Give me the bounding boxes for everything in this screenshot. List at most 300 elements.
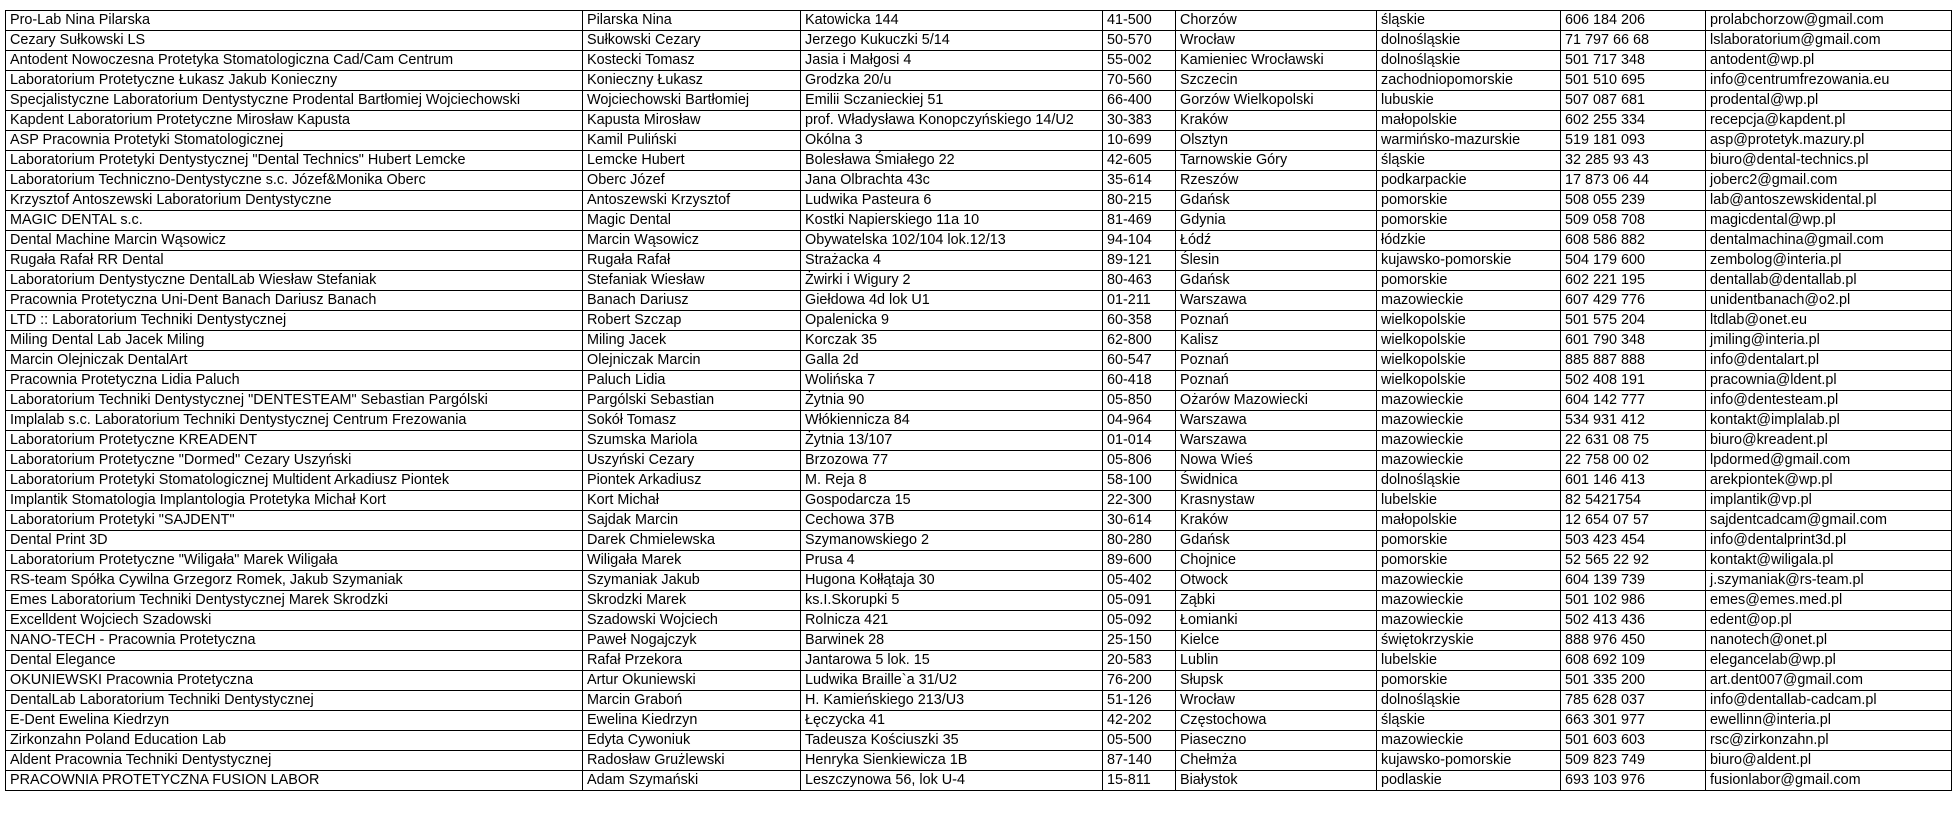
street-address-cell: Żytnia 13/107 bbox=[801, 431, 1103, 451]
email-cell: elegancelab@wp.pl bbox=[1706, 651, 1952, 671]
street-address-cell: Ludwika Braille`a 31/U2 bbox=[801, 671, 1103, 691]
phone-cell: 606 184 206 bbox=[1561, 11, 1706, 31]
lab-name-cell: Specjalistyczne Laboratorium Dentystyczne Prodental Bartłomiej Wojciechowski bbox=[6, 91, 583, 111]
email-cell: info@dentalprint3d.pl bbox=[1706, 531, 1952, 551]
street-address-cell: Rolnicza 421 bbox=[801, 611, 1103, 631]
email-cell: dentalmachina@gmail.com bbox=[1706, 231, 1952, 251]
city-cell: Ślesin bbox=[1176, 251, 1377, 271]
phone-cell: 501 510 695 bbox=[1561, 71, 1706, 91]
street-address-cell: ks.I.Skorupki 5 bbox=[801, 591, 1103, 611]
city-cell: Poznań bbox=[1176, 371, 1377, 391]
postal-code-cell: 70-560 bbox=[1103, 71, 1176, 91]
lab-name-cell: Pro-Lab Nina Pilarska bbox=[6, 11, 583, 31]
email-cell: biuro@dental-technics.pl bbox=[1706, 151, 1952, 171]
city-cell: Łódź bbox=[1176, 231, 1377, 251]
email-cell: j.szymaniak@rs-team.pl bbox=[1706, 571, 1952, 591]
lab-name-cell: Laboratorium Protetyki Dentystycznej "Dental Technics" Hubert Lemcke bbox=[6, 151, 583, 171]
voivodeship-cell: łódzkie bbox=[1377, 231, 1561, 251]
phone-cell: 509 058 708 bbox=[1561, 211, 1706, 231]
city-cell: Poznań bbox=[1176, 351, 1377, 371]
table-row bbox=[6, 11, 1952, 31]
phone-cell: 885 887 888 bbox=[1561, 351, 1706, 371]
phone-cell: 17 873 06 44 bbox=[1561, 171, 1706, 191]
contact-person-cell: Rugała Rafał bbox=[583, 251, 801, 271]
voivodeship-cell: śląskie bbox=[1377, 711, 1561, 731]
contact-person-cell: Sułkowski Cezary bbox=[583, 31, 801, 51]
email-cell: magicdental@wp.pl bbox=[1706, 211, 1952, 231]
lab-name-cell: Cezary Sułkowski LS bbox=[6, 31, 583, 51]
contact-person-cell: Konieczny Łukasz bbox=[583, 71, 801, 91]
city-cell: Ząbki bbox=[1176, 591, 1377, 611]
postal-code-cell: 05-500 bbox=[1103, 731, 1176, 751]
city-cell: Kraków bbox=[1176, 111, 1377, 131]
contact-person-cell: Olejniczak Marcin bbox=[583, 351, 801, 371]
phone-cell: 502 408 191 bbox=[1561, 371, 1706, 391]
lab-name-cell: PRACOWNIA PROTETYCZNA FUSION LABOR bbox=[6, 771, 583, 791]
postal-code-cell: 41-500 bbox=[1103, 11, 1176, 31]
email-cell: zembolog@interia.pl bbox=[1706, 251, 1952, 271]
street-address-cell: Cechowa 37B bbox=[801, 511, 1103, 531]
lab-name-cell: DentalLab Laboratorium Techniki Dentystycznej bbox=[6, 691, 583, 711]
contact-person-cell: Sokół Tomasz bbox=[583, 411, 801, 431]
lab-name-cell: MAGIC DENTAL s.c. bbox=[6, 211, 583, 231]
phone-cell: 507 087 681 bbox=[1561, 91, 1706, 111]
phone-cell: 785 628 037 bbox=[1561, 691, 1706, 711]
city-cell: Rzeszów bbox=[1176, 171, 1377, 191]
city-cell: Krasnystaw bbox=[1176, 491, 1377, 511]
city-cell: Wrocław bbox=[1176, 31, 1377, 51]
phone-cell: 608 586 882 bbox=[1561, 231, 1706, 251]
lab-name-cell: Excelldent Wojciech Szadowski bbox=[6, 611, 583, 631]
table-row bbox=[6, 431, 1952, 451]
postal-code-cell: 62-800 bbox=[1103, 331, 1176, 351]
city-cell: Chorzów bbox=[1176, 11, 1377, 31]
table-row bbox=[6, 351, 1952, 371]
postal-code-cell: 05-091 bbox=[1103, 591, 1176, 611]
table-row bbox=[6, 771, 1952, 791]
postal-code-cell: 01-014 bbox=[1103, 431, 1176, 451]
city-cell: Warszawa bbox=[1176, 411, 1377, 431]
postal-code-cell: 15-811 bbox=[1103, 771, 1176, 791]
postal-code-cell: 94-104 bbox=[1103, 231, 1176, 251]
voivodeship-cell: lubuskie bbox=[1377, 91, 1561, 111]
lab-name-cell: Pracownia Protetyczna Uni-Dent Banach Dariusz Banach bbox=[6, 291, 583, 311]
voivodeship-cell: mazowieckie bbox=[1377, 411, 1561, 431]
city-cell: Lublin bbox=[1176, 651, 1377, 671]
email-cell: sajdentcadcam@gmail.com bbox=[1706, 511, 1952, 531]
email-cell: kontakt@wiligala.pl bbox=[1706, 551, 1952, 571]
city-cell: Kraków bbox=[1176, 511, 1377, 531]
city-cell: Wrocław bbox=[1176, 691, 1377, 711]
email-cell: joberc2@gmail.com bbox=[1706, 171, 1952, 191]
street-address-cell: Korczak 35 bbox=[801, 331, 1103, 351]
street-address-cell: Jasia i Małgosi 4 bbox=[801, 51, 1103, 71]
voivodeship-cell: dolnośląskie bbox=[1377, 691, 1561, 711]
lab-name-cell: ASP Pracownia Protetyki Stomatologicznej bbox=[6, 131, 583, 151]
email-cell: emes@emes.med.pl bbox=[1706, 591, 1952, 611]
city-cell: Kielce bbox=[1176, 631, 1377, 651]
postal-code-cell: 20-583 bbox=[1103, 651, 1176, 671]
postal-code-cell: 04-964 bbox=[1103, 411, 1176, 431]
contact-person-cell: Szumska Mariola bbox=[583, 431, 801, 451]
street-address-cell: Grodzka 20/u bbox=[801, 71, 1103, 91]
postal-code-cell: 05-850 bbox=[1103, 391, 1176, 411]
postal-code-cell: 89-600 bbox=[1103, 551, 1176, 571]
table-row bbox=[6, 391, 1952, 411]
city-cell: Gorzów Wielkopolski bbox=[1176, 91, 1377, 111]
email-cell: prolabchorzow@gmail.com bbox=[1706, 11, 1952, 31]
contact-person-cell: Uszyński Cezary bbox=[583, 451, 801, 471]
table-row bbox=[6, 51, 1952, 71]
table-row bbox=[6, 31, 1952, 51]
email-cell: info@dentallab-cadcam.pl bbox=[1706, 691, 1952, 711]
lab-name-cell: Emes Laboratorium Techniki Dentystycznej Marek Skrodzki bbox=[6, 591, 583, 611]
city-cell: Częstochowa bbox=[1176, 711, 1377, 731]
city-cell: Łomianki bbox=[1176, 611, 1377, 631]
city-cell: Gdynia bbox=[1176, 211, 1377, 231]
table-row bbox=[6, 251, 1952, 271]
voivodeship-cell: pomorskie bbox=[1377, 211, 1561, 231]
lab-name-cell: Dental Machine Marcin Wąsowicz bbox=[6, 231, 583, 251]
postal-code-cell: 60-547 bbox=[1103, 351, 1176, 371]
phone-cell: 519 181 093 bbox=[1561, 131, 1706, 151]
email-cell: arekpiontek@wp.pl bbox=[1706, 471, 1952, 491]
contact-person-cell: Banach Dariusz bbox=[583, 291, 801, 311]
contact-person-cell: Pargólski Sebastian bbox=[583, 391, 801, 411]
postal-code-cell: 58-100 bbox=[1103, 471, 1176, 491]
lab-name-cell: Antodent Nowoczesna Protetyka Stomatologiczna Cad/Cam Centrum bbox=[6, 51, 583, 71]
table-row bbox=[6, 71, 1952, 91]
voivodeship-cell: mazowieckie bbox=[1377, 451, 1561, 471]
postal-code-cell: 25-150 bbox=[1103, 631, 1176, 651]
street-address-cell: Łęczycka 41 bbox=[801, 711, 1103, 731]
phone-cell: 503 423 454 bbox=[1561, 531, 1706, 551]
email-cell: fusionlabor@gmail.com bbox=[1706, 771, 1952, 791]
table-row bbox=[6, 331, 1952, 351]
contact-person-cell: Adam Szymański bbox=[583, 771, 801, 791]
city-cell: Poznań bbox=[1176, 311, 1377, 331]
street-address-cell: Żwirki i Wigury 2 bbox=[801, 271, 1103, 291]
phone-cell: 82 5421754 bbox=[1561, 491, 1706, 511]
email-cell: kontakt@implalab.pl bbox=[1706, 411, 1952, 431]
contact-person-cell: Pilarska Nina bbox=[583, 11, 801, 31]
city-cell: Nowa Wieś bbox=[1176, 451, 1377, 471]
postal-code-cell: 89-121 bbox=[1103, 251, 1176, 271]
postal-code-cell: 30-614 bbox=[1103, 511, 1176, 531]
street-address-cell: Hugona Kołłątaja 30 bbox=[801, 571, 1103, 591]
postal-code-cell: 42-605 bbox=[1103, 151, 1176, 171]
table-row bbox=[6, 491, 1952, 511]
contact-person-cell: Paweł Nogajczyk bbox=[583, 631, 801, 651]
city-cell: Gdańsk bbox=[1176, 531, 1377, 551]
lab-name-cell: Laboratorium Protetyki "SAJDENT" bbox=[6, 511, 583, 531]
email-cell: ewellinn@interia.pl bbox=[1706, 711, 1952, 731]
contact-person-cell: Wojciechowski Bartłomiej bbox=[583, 91, 801, 111]
table-row bbox=[6, 511, 1952, 531]
email-cell: unidentbanach@o2.pl bbox=[1706, 291, 1952, 311]
city-cell: Kamieniec Wrocławski bbox=[1176, 51, 1377, 71]
lab-name-cell: Laboratorium Protetyki Stomatologicznej Multident Arkadiusz Piontek bbox=[6, 471, 583, 491]
phone-cell: 602 255 334 bbox=[1561, 111, 1706, 131]
lab-directory-table bbox=[5, 10, 1952, 791]
city-cell: Olsztyn bbox=[1176, 131, 1377, 151]
email-cell: info@dentalart.pl bbox=[1706, 351, 1952, 371]
table-row bbox=[6, 471, 1952, 491]
table-row bbox=[6, 571, 1952, 591]
email-cell: art.dent007@gmail.com bbox=[1706, 671, 1952, 691]
voivodeship-cell: zachodniopomorskie bbox=[1377, 71, 1561, 91]
phone-cell: 501 335 200 bbox=[1561, 671, 1706, 691]
table-row bbox=[6, 211, 1952, 231]
contact-person-cell: Miling Jacek bbox=[583, 331, 801, 351]
table-row bbox=[6, 671, 1952, 691]
phone-cell: 602 221 195 bbox=[1561, 271, 1706, 291]
city-cell: Szczecin bbox=[1176, 71, 1377, 91]
street-address-cell: Prusa 4 bbox=[801, 551, 1103, 571]
contact-person-cell: Artur Okuniewski bbox=[583, 671, 801, 691]
lab-name-cell: Aldent Pracownia Techniki Dentystycznej bbox=[6, 751, 583, 771]
contact-person-cell: Kapusta Mirosław bbox=[583, 111, 801, 131]
street-address-cell: Kostki Napierskiego 11a 10 bbox=[801, 211, 1103, 231]
table-row bbox=[6, 551, 1952, 571]
email-cell: lpdormed@gmail.com bbox=[1706, 451, 1952, 471]
postal-code-cell: 22-300 bbox=[1103, 491, 1176, 511]
street-address-cell: Emilii Sczanieckiej 51 bbox=[801, 91, 1103, 111]
postal-code-cell: 01-211 bbox=[1103, 291, 1176, 311]
postal-code-cell: 51-126 bbox=[1103, 691, 1176, 711]
street-address-cell: Tadeusza Kościuszki 35 bbox=[801, 731, 1103, 751]
contact-person-cell: Stefaniak Wiesław bbox=[583, 271, 801, 291]
postal-code-cell: 80-463 bbox=[1103, 271, 1176, 291]
contact-person-cell: Oberc Józef bbox=[583, 171, 801, 191]
contact-person-cell: Marcin Graboń bbox=[583, 691, 801, 711]
street-address-cell: Jerzego Kukuczki 5/14 bbox=[801, 31, 1103, 51]
city-cell: Kalisz bbox=[1176, 331, 1377, 351]
email-cell: prodental@wp.pl bbox=[1706, 91, 1952, 111]
city-cell: Gdańsk bbox=[1176, 191, 1377, 211]
table-row bbox=[6, 591, 1952, 611]
postal-code-cell: 76-200 bbox=[1103, 671, 1176, 691]
street-address-cell: Włókiennicza 84 bbox=[801, 411, 1103, 431]
postal-code-cell: 60-418 bbox=[1103, 371, 1176, 391]
voivodeship-cell: dolnośląskie bbox=[1377, 31, 1561, 51]
lab-name-cell: Pracownia Protetyczna Lidia Paluch bbox=[6, 371, 583, 391]
lab-name-cell: OKUNIEWSKI Pracownia Protetyczna bbox=[6, 671, 583, 691]
contact-person-cell: Radosław Grużlewski bbox=[583, 751, 801, 771]
voivodeship-cell: dolnośląskie bbox=[1377, 51, 1561, 71]
phone-cell: 663 301 977 bbox=[1561, 711, 1706, 731]
street-address-cell: Jantarowa 5 lok. 15 bbox=[801, 651, 1103, 671]
lab-name-cell: Laboratorium Techniki Dentystycznej "DENTESTEAM" Sebastian Pargólski bbox=[6, 391, 583, 411]
street-address-cell: Bolesława Śmiałego 22 bbox=[801, 151, 1103, 171]
street-address-cell: Barwinek 28 bbox=[801, 631, 1103, 651]
contact-person-cell: Ewelina Kiedrzyn bbox=[583, 711, 801, 731]
street-address-cell: Ludwika Pasteura 6 bbox=[801, 191, 1103, 211]
postal-code-cell: 10-699 bbox=[1103, 131, 1176, 151]
table-row bbox=[6, 191, 1952, 211]
contact-person-cell: Skrodzki Marek bbox=[583, 591, 801, 611]
phone-cell: 534 931 412 bbox=[1561, 411, 1706, 431]
voivodeship-cell: podlaskie bbox=[1377, 771, 1561, 791]
contact-person-cell: Rafał Przekora bbox=[583, 651, 801, 671]
voivodeship-cell: mazowieckie bbox=[1377, 571, 1561, 591]
contact-person-cell: Edyta Cywoniuk bbox=[583, 731, 801, 751]
lab-name-cell: Implalab s.c. Laboratorium Techniki Dentystycznej Centrum Frezowania bbox=[6, 411, 583, 431]
postal-code-cell: 05-806 bbox=[1103, 451, 1176, 471]
contact-person-cell: Kamil Puliński bbox=[583, 131, 801, 151]
table-row bbox=[6, 651, 1952, 671]
contact-person-cell: Szymaniak Jakub bbox=[583, 571, 801, 591]
voivodeship-cell: małopolskie bbox=[1377, 511, 1561, 531]
city-cell: Chojnice bbox=[1176, 551, 1377, 571]
email-cell: antodent@wp.pl bbox=[1706, 51, 1952, 71]
phone-cell: 604 139 739 bbox=[1561, 571, 1706, 591]
contact-person-cell: Sajdak Marcin bbox=[583, 511, 801, 531]
postal-code-cell: 30-383 bbox=[1103, 111, 1176, 131]
city-cell: Świdnica bbox=[1176, 471, 1377, 491]
postal-code-cell: 66-400 bbox=[1103, 91, 1176, 111]
table-row bbox=[6, 751, 1952, 771]
street-address-cell: Obywatelska 102/104 lok.12/13 bbox=[801, 231, 1103, 251]
street-address-cell: Opalenicka 9 bbox=[801, 311, 1103, 331]
email-cell: implantik@vp.pl bbox=[1706, 491, 1952, 511]
lab-name-cell: Laboratorium Protetyczne "Dormed" Cezary Uszyński bbox=[6, 451, 583, 471]
street-address-cell: Okólna 3 bbox=[801, 131, 1103, 151]
contact-person-cell: Piontek Arkadiusz bbox=[583, 471, 801, 491]
lab-name-cell: Krzysztof Antoszewski Laboratorium Dentystyczne bbox=[6, 191, 583, 211]
lab-name-cell: Implantik Stomatologia Implantologia Protetyka Michał Kort bbox=[6, 491, 583, 511]
voivodeship-cell: pomorskie bbox=[1377, 551, 1561, 571]
email-cell: info@dentesteam.pl bbox=[1706, 391, 1952, 411]
contact-person-cell: Wiligała Marek bbox=[583, 551, 801, 571]
postal-code-cell: 80-215 bbox=[1103, 191, 1176, 211]
phone-cell: 607 429 776 bbox=[1561, 291, 1706, 311]
postal-code-cell: 81-469 bbox=[1103, 211, 1176, 231]
phone-cell: 71 797 66 68 bbox=[1561, 31, 1706, 51]
postal-code-cell: 05-092 bbox=[1103, 611, 1176, 631]
street-address-cell: Henryka Sienkiewicza 1B bbox=[801, 751, 1103, 771]
phone-cell: 501 575 204 bbox=[1561, 311, 1706, 331]
postal-code-cell: 50-570 bbox=[1103, 31, 1176, 51]
phone-cell: 508 055 239 bbox=[1561, 191, 1706, 211]
voivodeship-cell: wielkopolskie bbox=[1377, 311, 1561, 331]
lab-name-cell: E-Dent Ewelina Kiedrzyn bbox=[6, 711, 583, 731]
phone-cell: 608 692 109 bbox=[1561, 651, 1706, 671]
table-row bbox=[6, 411, 1952, 431]
voivodeship-cell: małopolskie bbox=[1377, 111, 1561, 131]
lab-name-cell: Kapdent Laboratorium Protetyczne Mirosław Kapusta bbox=[6, 111, 583, 131]
table-row bbox=[6, 111, 1952, 131]
voivodeship-cell: pomorskie bbox=[1377, 671, 1561, 691]
table-row bbox=[6, 631, 1952, 651]
contact-person-cell: Darek Chmielewska bbox=[583, 531, 801, 551]
voivodeship-cell: lubelskie bbox=[1377, 491, 1561, 511]
table-row bbox=[6, 731, 1952, 751]
city-cell: Otwock bbox=[1176, 571, 1377, 591]
table-row bbox=[6, 151, 1952, 171]
email-cell: rsc@zirkonzahn.pl bbox=[1706, 731, 1952, 751]
lab-name-cell: Miling Dental Lab Jacek Miling bbox=[6, 331, 583, 351]
street-address-cell: Leszczynowa 56, lok U-4 bbox=[801, 771, 1103, 791]
lab-name-cell: Laboratorium Protetyczne KREADENT bbox=[6, 431, 583, 451]
city-cell: Piaseczno bbox=[1176, 731, 1377, 751]
phone-cell: 52 565 22 92 bbox=[1561, 551, 1706, 571]
voivodeship-cell: mazowieckie bbox=[1377, 391, 1561, 411]
postal-code-cell: 80-280 bbox=[1103, 531, 1176, 551]
phone-cell: 502 413 436 bbox=[1561, 611, 1706, 631]
voivodeship-cell: mazowieckie bbox=[1377, 611, 1561, 631]
table-row bbox=[6, 451, 1952, 471]
lab-name-cell: Laboratorium Protetyczne "Wiligała" Marek Wiligała bbox=[6, 551, 583, 571]
phone-cell: 604 142 777 bbox=[1561, 391, 1706, 411]
lab-name-cell: Laboratorium Protetyczne Łukasz Jakub Konieczny bbox=[6, 71, 583, 91]
contact-person-cell: Lemcke Hubert bbox=[583, 151, 801, 171]
lab-name-cell: RS-team Spółka Cywilna Grzegorz Romek, Jakub Szymaniak bbox=[6, 571, 583, 591]
table-row bbox=[6, 271, 1952, 291]
street-address-cell: Galla 2d bbox=[801, 351, 1103, 371]
table-row bbox=[6, 711, 1952, 731]
email-cell: pracownia@ldent.pl bbox=[1706, 371, 1952, 391]
voivodeship-cell: świętokrzyskie bbox=[1377, 631, 1561, 651]
city-cell: Warszawa bbox=[1176, 291, 1377, 311]
contact-person-cell: Robert Szczap bbox=[583, 311, 801, 331]
phone-cell: 888 976 450 bbox=[1561, 631, 1706, 651]
voivodeship-cell: mazowieckie bbox=[1377, 291, 1561, 311]
street-address-cell: Wolińska 7 bbox=[801, 371, 1103, 391]
table-row bbox=[6, 91, 1952, 111]
table-row bbox=[6, 291, 1952, 311]
phone-cell: 501 717 348 bbox=[1561, 51, 1706, 71]
voivodeship-cell: pomorskie bbox=[1377, 271, 1561, 291]
email-cell: lslaboratorium@gmail.com bbox=[1706, 31, 1952, 51]
table-body bbox=[6, 11, 1952, 791]
phone-cell: 32 285 93 43 bbox=[1561, 151, 1706, 171]
postal-code-cell: 35-614 bbox=[1103, 171, 1176, 191]
voivodeship-cell: podkarpackie bbox=[1377, 171, 1561, 191]
contact-person-cell: Szadowski Wojciech bbox=[583, 611, 801, 631]
city-cell: Warszawa bbox=[1176, 431, 1377, 451]
contact-person-cell: Marcin Wąsowicz bbox=[583, 231, 801, 251]
phone-cell: 504 179 600 bbox=[1561, 251, 1706, 271]
lab-name-cell: Rugała Rafał RR Dental bbox=[6, 251, 583, 271]
email-cell: nanotech@onet.pl bbox=[1706, 631, 1952, 651]
voivodeship-cell: wielkopolskie bbox=[1377, 351, 1561, 371]
email-cell: edent@op.pl bbox=[1706, 611, 1952, 631]
phone-cell: 509 823 749 bbox=[1561, 751, 1706, 771]
lab-name-cell: LTD :: Laboratorium Techniki Dentystycznej bbox=[6, 311, 583, 331]
street-address-cell: Gospodarcza 15 bbox=[801, 491, 1103, 511]
email-cell: lab@antoszewskidental.pl bbox=[1706, 191, 1952, 211]
contact-person-cell: Kostecki Tomasz bbox=[583, 51, 801, 71]
voivodeship-cell: wielkopolskie bbox=[1377, 331, 1561, 351]
phone-cell: 22 631 08 75 bbox=[1561, 431, 1706, 451]
lab-name-cell: Laboratorium Techniczno-Dentystyczne s.c. Józef&Monika Oberc bbox=[6, 171, 583, 191]
phone-cell: 601 146 413 bbox=[1561, 471, 1706, 491]
street-address-cell: Szymanowskiego 2 bbox=[801, 531, 1103, 551]
lab-name-cell: Dental Elegance bbox=[6, 651, 583, 671]
postal-code-cell: 05-402 bbox=[1103, 571, 1176, 591]
voivodeship-cell: śląskie bbox=[1377, 11, 1561, 31]
lab-name-cell: Marcin Olejniczak DentalArt bbox=[6, 351, 583, 371]
street-address-cell: H. Kamieńskiego 213/U3 bbox=[801, 691, 1103, 711]
email-cell: biuro@aldent.pl bbox=[1706, 751, 1952, 771]
street-address-cell: Brzozowa 77 bbox=[801, 451, 1103, 471]
voivodeship-cell: mazowieckie bbox=[1377, 731, 1561, 751]
email-cell: dentallab@dentallab.pl bbox=[1706, 271, 1952, 291]
city-cell: Słupsk bbox=[1176, 671, 1377, 691]
lab-name-cell: NANO-TECH - Pracownia Protetyczna bbox=[6, 631, 583, 651]
voivodeship-cell: mazowieckie bbox=[1377, 431, 1561, 451]
